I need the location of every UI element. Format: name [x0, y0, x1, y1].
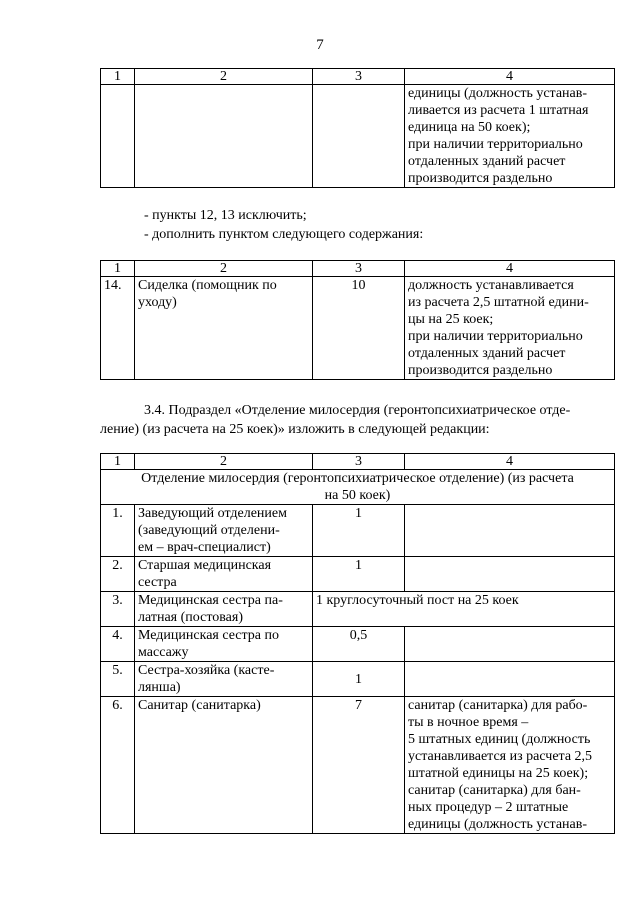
note-line: ливается из расчета 1 штатная — [408, 103, 589, 118]
name-line: (заведующий отделени- — [138, 523, 280, 538]
table-title-row — [101, 470, 615, 505]
table-continuation — [100, 68, 615, 188]
row-number: 14. — [101, 277, 135, 380]
section-paragraph — [100, 401, 614, 439]
table-row — [101, 277, 615, 380]
row-number: 4. — [101, 627, 135, 662]
name-line: Сиделка (помощник по — [138, 278, 277, 293]
note-line: цы на 25 коек; — [408, 312, 494, 327]
note-line: единицы (должность устанав- — [408, 86, 588, 101]
instruction-line: - дополнить пунктом следующего содержания: — [144, 227, 424, 242]
table-row — [101, 505, 615, 557]
row-qty — [313, 85, 405, 188]
row-name — [135, 277, 313, 380]
row-number: 2. — [101, 557, 135, 592]
section-line: ление) (из расчета на 25 коек)» изложить в следующей редакции: — [100, 422, 490, 437]
row-name — [135, 557, 313, 592]
table-department — [100, 453, 615, 834]
name-line: Заведующий отделением — [138, 506, 287, 521]
row-qty: 10 — [313, 277, 405, 380]
table-row — [101, 85, 615, 188]
table-row — [101, 592, 615, 627]
instruction-line: - пункты 12, 13 исключить; — [144, 208, 307, 223]
note-line: должность устанавливается — [408, 278, 574, 293]
row-note — [405, 277, 615, 380]
row-name — [135, 697, 313, 834]
header-cell: 3 — [313, 454, 405, 470]
row-note — [405, 662, 615, 697]
header-cell: 1 — [101, 454, 135, 470]
note-line: производится раздельно — [408, 363, 553, 378]
row-number: 3. — [101, 592, 135, 627]
name-line: Санитар (санитарка) — [138, 698, 261, 713]
note-line: при наличии территориально — [408, 137, 583, 152]
table-row — [101, 697, 615, 834]
table-row — [101, 627, 615, 662]
title-line: Отделение милосердия (геронтопсихиатрическое отделение) (из расчета — [141, 471, 574, 486]
name-line: массажу — [138, 645, 189, 660]
name-line: лянша) — [138, 680, 181, 695]
note-line: ных процедур – 2 штатные — [408, 800, 569, 815]
row-note — [405, 505, 615, 557]
row-qty: 1 — [313, 662, 405, 697]
row-name — [135, 662, 313, 697]
name-line: ем – врач-специалист) — [138, 540, 271, 555]
note-line: штатной единицы на 25 коек); — [408, 766, 589, 781]
row-name — [135, 627, 313, 662]
row-merged-note: 1 круглосуточный пост на 25 коек — [313, 592, 615, 627]
row-note — [405, 557, 615, 592]
row-number — [101, 85, 135, 188]
header-cell: 2 — [135, 454, 313, 470]
note-line: устанавливается из расчета 2,5 — [408, 749, 593, 764]
name-line: Сестра-хозяйка (касте- — [138, 663, 275, 678]
note-line: производится раздельно — [408, 171, 553, 186]
row-note — [405, 85, 615, 188]
row-number: 1. — [101, 505, 135, 557]
header-cell: 3 — [313, 69, 405, 85]
note-line: санитар (санитарка) для бан- — [408, 783, 581, 798]
table-new-item — [100, 260, 615, 380]
note-line: отдаленных зданий расчет — [408, 346, 566, 361]
row-qty: 1 — [313, 557, 405, 592]
header-cell: 1 — [101, 261, 135, 277]
department-title — [101, 470, 615, 505]
instructions — [100, 206, 614, 244]
name-line: сестра — [138, 575, 177, 590]
row-note — [405, 697, 615, 834]
table-header-row — [101, 454, 615, 470]
header-cell: 4 — [405, 454, 615, 470]
header-cell: 2 — [135, 69, 313, 85]
header-cell: 1 — [101, 69, 135, 85]
note-line: отдаленных зданий расчет — [408, 154, 566, 169]
name-line: Медицинская сестра по — [138, 628, 279, 643]
note-line: при наличии территориально — [408, 329, 583, 344]
table-header-row — [101, 261, 615, 277]
section-line: 3.4. Подраздел «Отделение милосердия (геронтопсихиатрическое отде- — [144, 403, 571, 418]
note-line: единица на 50 коек); — [408, 120, 531, 135]
row-name — [135, 505, 313, 557]
name-line: уходу) — [138, 295, 177, 310]
row-qty: 7 — [313, 697, 405, 834]
row-qty: 0,5 — [313, 627, 405, 662]
row-name — [135, 85, 313, 188]
header-cell: 2 — [135, 261, 313, 277]
header-cell: 3 — [313, 261, 405, 277]
header-cell: 4 — [405, 69, 615, 85]
name-line: Старшая медицинская — [138, 558, 272, 573]
page-number: 7 — [316, 37, 324, 53]
name-line: Медицинская сестра па- — [138, 593, 283, 608]
table-row — [101, 662, 615, 697]
title-line: на 50 коек) — [324, 488, 391, 503]
note-line: 5 штатных единиц (должность — [408, 732, 591, 747]
note-line: из расчета 2,5 штатной едини- — [408, 295, 589, 310]
note-line: санитар (санитарка) для рабо- — [408, 698, 588, 713]
table-header-row — [101, 69, 615, 85]
name-line: латная (постовая) — [138, 610, 243, 625]
note-line: ты в ночное время – — [408, 715, 529, 730]
row-name — [135, 592, 313, 627]
row-number: 6. — [101, 697, 135, 834]
note-line: единицы (должность устанав- — [408, 817, 588, 832]
row-qty: 1 — [313, 505, 405, 557]
row-note — [405, 627, 615, 662]
header-cell: 4 — [405, 261, 615, 277]
table-row — [101, 557, 615, 592]
row-number: 5. — [101, 662, 135, 697]
